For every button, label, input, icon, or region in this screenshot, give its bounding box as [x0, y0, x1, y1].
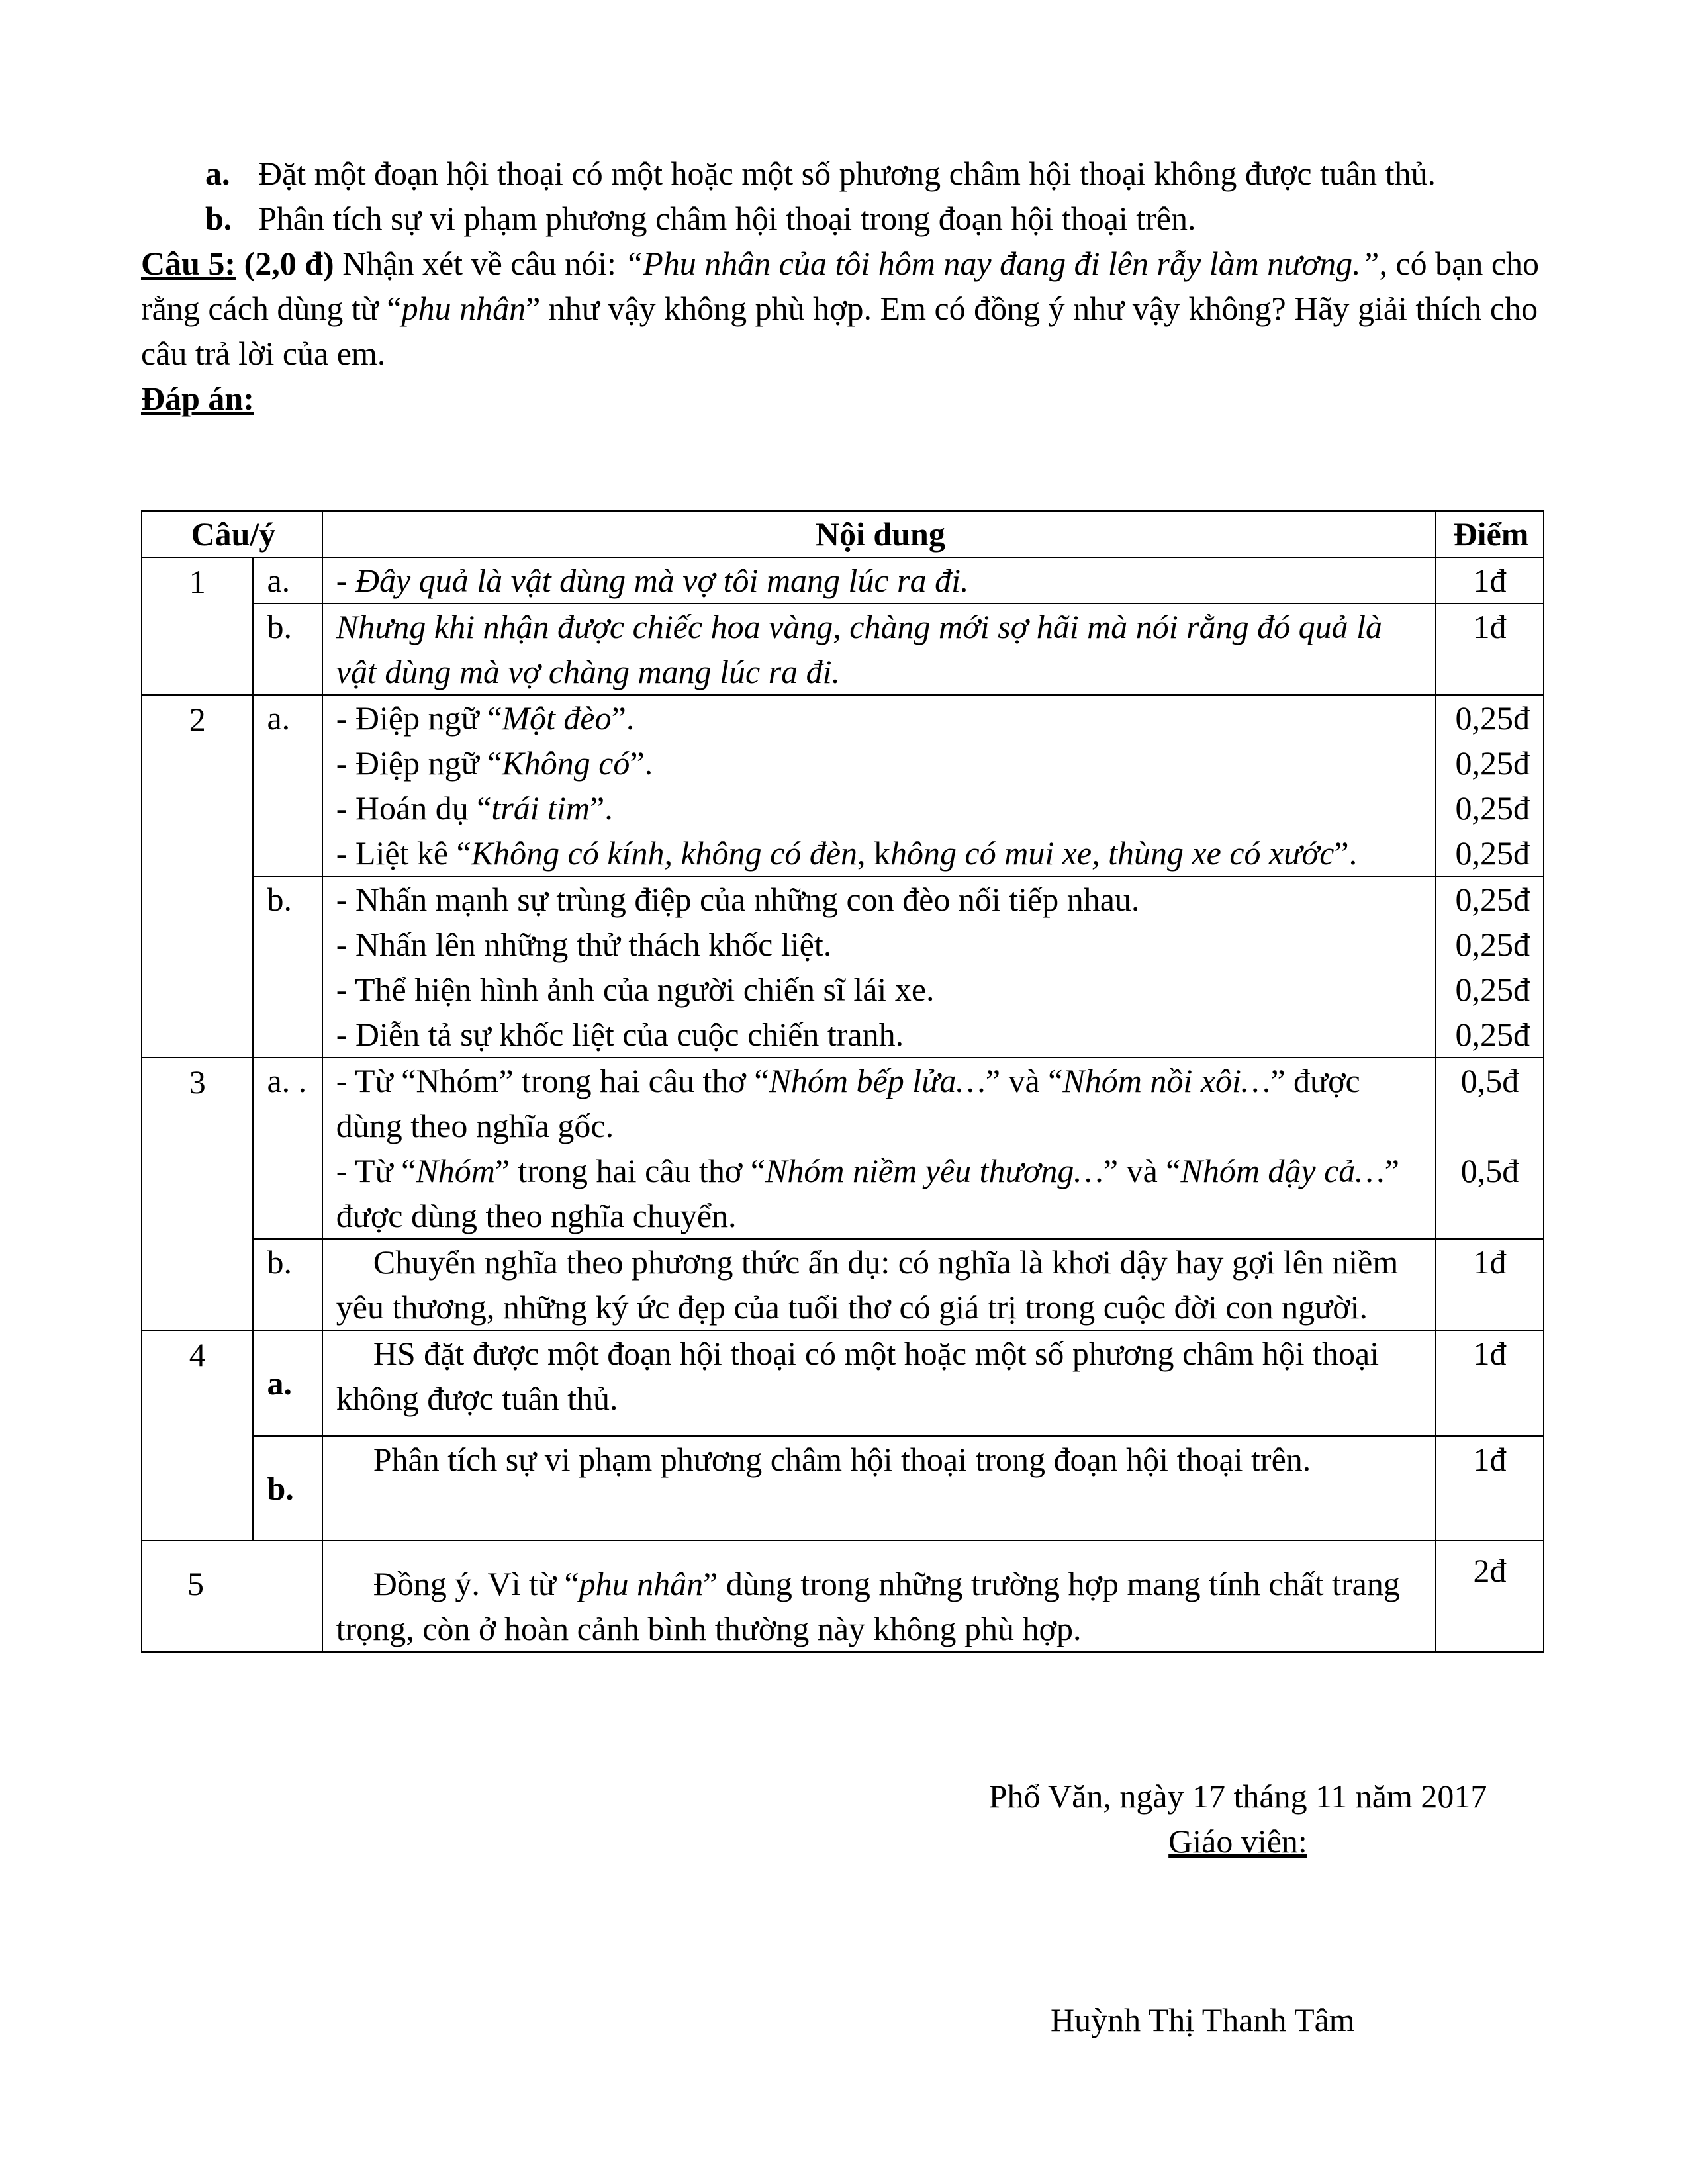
text: ” như vậy không phù hợp. Em có đồng ý như vậy không? Hãy giải thích cho câu trả lời của em.: [141, 290, 1538, 372]
sub-label: a.: [253, 557, 322, 604]
text: ” được dùng theo nghĩa chuyển.: [336, 1152, 1399, 1234]
sub-label: b.: [253, 876, 322, 1058]
points: 0,5đ: [1460, 1062, 1519, 1099]
table-row: [142, 1058, 1544, 1239]
text: , có bạn cho rằng cách dùng từ “: [141, 245, 1540, 327]
question-5-points: (2,0 đ): [244, 245, 334, 282]
content-line: [336, 741, 1425, 786]
question-number: 5: [142, 1541, 322, 1652]
signature-block: [940, 1774, 1536, 1864]
text: - Điệp ngữ “: [336, 745, 502, 782]
content-line: - Nhấn mạnh sự trùng điệp của những con đèo nối tiếp nhau.: [336, 881, 1140, 918]
table-row: [142, 1239, 1544, 1330]
sub-label: a.: [253, 1330, 322, 1436]
content-cell: [322, 557, 1436, 604]
text: - Hoán dụ “: [336, 790, 492, 827]
text: ”.: [1334, 835, 1358, 872]
question-4b: [141, 196, 1544, 241]
header-content: Nội dung: [322, 511, 1436, 557]
answer-heading: Đáp án:: [141, 380, 254, 417]
content-cell: Phân tích sự vi phạm phương châm hội thoại trong đoạn hội thoại trên.: [322, 1436, 1436, 1541]
term: Nhóm dậy cả…: [1180, 1152, 1385, 1189]
term: Không có kính, không có đèn: [471, 835, 858, 872]
sub-label: a. .: [253, 1058, 322, 1239]
term: Nhóm nồi xôi…: [1062, 1062, 1271, 1099]
points: 0,25đ: [1455, 881, 1530, 918]
points-cell: [1436, 604, 1544, 695]
sub-label: a.: [253, 695, 322, 876]
content-line: [336, 831, 1425, 876]
question-block: [141, 151, 1544, 421]
points-cell: [1436, 1239, 1544, 1330]
content-text: Nhưng khi nhận được chiếc hoa vàng, chàng mới sợ hãi mà nói rằng đó quả là vật dùng mà vợ chàng mang lúc ra đi.: [336, 608, 1383, 690]
table-row: [142, 557, 1544, 604]
term: Không có: [502, 745, 630, 782]
quote: “Phu nhân của tôi hôm nay đang đi lên rẫy làm nương.”: [624, 245, 1380, 282]
question-5-label: Câu 5: [141, 245, 225, 282]
term: Nhóm: [416, 1152, 495, 1189]
header-cau: Câu/ý: [142, 511, 322, 557]
item-text: Đặt một đoạn hội thoại có một hoặc một số phương châm hội thoại không được tuân thủ.: [258, 155, 1436, 192]
place-date: Phổ Văn, ngày 17 tháng 11 năm 2017: [988, 1778, 1487, 1815]
points: 1đ: [1473, 608, 1507, 645]
points: 0,25đ: [1455, 926, 1530, 963]
points: 2đ: [1473, 1552, 1507, 1589]
role-line: [940, 1819, 1536, 1864]
points: 0,25đ: [1455, 1016, 1530, 1053]
text: ” và “: [985, 1062, 1063, 1099]
text: Nhận xét về câu nói:: [334, 245, 625, 282]
content-cell: [322, 695, 1436, 876]
question-number: 4: [142, 1330, 253, 1541]
content-line: - Diễn tả sự khốc liệt của cuộc chiến tranh.: [336, 1016, 904, 1053]
text: ” trong hai câu thơ “: [494, 1152, 766, 1189]
term: trái tim: [491, 790, 590, 827]
term: Một đèo: [502, 700, 612, 737]
answer-table: [141, 510, 1544, 1653]
question-number: 3: [142, 1058, 253, 1330]
content-cell: Chuyển nghĩa theo phương thức ẩn dụ: có nghĩa là khơi dậy hay gợi lên niềm yêu thương, những ký ức đẹp của tuổi thơ có giá trị trong cuộc đời con người.: [322, 1239, 1436, 1330]
content-cell: [322, 1541, 1436, 1652]
content-paragraph: [336, 1148, 1425, 1238]
colon: :: [224, 245, 236, 282]
points-cell: [1436, 1436, 1544, 1541]
content-line: [336, 696, 1425, 741]
points: 0,25đ: [1455, 790, 1530, 827]
question-4a: [141, 151, 1544, 196]
points-cell: [1436, 876, 1544, 1058]
item-text: Phân tích sự vi phạm phương châm hội thoại trong đoạn hội thoại trên.: [258, 200, 1196, 237]
item-label: a.: [205, 155, 230, 192]
points: 1đ: [1473, 1335, 1507, 1372]
points: 1đ: [1473, 562, 1507, 599]
points-cell: [1436, 695, 1544, 876]
header-points: Điểm: [1436, 511, 1544, 557]
content-text: - Đây quả là vật dùng mà vợ tôi mang lúc ra đi.: [336, 562, 969, 599]
points: 0,25đ: [1455, 971, 1530, 1008]
teacher-role: Giáo viên:: [1168, 1823, 1307, 1860]
points-cell: [1436, 557, 1544, 604]
text: ” và “: [1103, 1152, 1181, 1189]
table-row: [142, 695, 1544, 876]
term: Nhóm niềm yêu thương…: [765, 1152, 1103, 1189]
text: ”.: [611, 700, 635, 737]
table-row: [142, 604, 1544, 695]
text: ” được dùng theo nghĩa gốc.: [336, 1062, 1360, 1144]
sub-label: b.: [253, 1436, 322, 1541]
points: 0,25đ: [1455, 700, 1530, 737]
points: 0,5đ: [1460, 1152, 1519, 1189]
points-cell: [1436, 1541, 1544, 1652]
table-header-row: [142, 511, 1544, 557]
points: 0,25đ: [1455, 835, 1530, 872]
table-row: [142, 1330, 1544, 1436]
table-row: [142, 1436, 1544, 1541]
text: Đồng ý. Vì từ “: [373, 1565, 579, 1602]
sub-label: b.: [253, 604, 322, 695]
text: ”.: [630, 745, 653, 782]
term: hông có mui xe, thùng xe có xước: [890, 835, 1335, 872]
points: 1đ: [1473, 1441, 1507, 1478]
points: 1đ: [1473, 1244, 1507, 1281]
content-cell: [322, 876, 1436, 1058]
content-cell: [322, 1058, 1436, 1239]
content-cell: [322, 604, 1436, 695]
content-line: [336, 786, 1425, 831]
term: phu nhân: [401, 290, 526, 327]
points: 0,25đ: [1455, 745, 1530, 782]
text: - Từ “: [336, 1152, 416, 1189]
question-5: [141, 241, 1544, 376]
question-number: 1: [142, 557, 253, 695]
teacher-name: Huỳnh Thị Thanh Tâm: [1051, 2001, 1355, 2038]
text: - Liệt kê “: [336, 835, 471, 872]
content-cell: HS đặt được một đoạn hội thoại có một hoặc một số phương châm hội thoại không được tuân thủ.: [322, 1330, 1436, 1436]
text: , k: [857, 835, 891, 872]
table-row: [142, 1541, 1544, 1652]
term: Nhóm bếp lửa…: [769, 1062, 986, 1099]
table-row: [142, 876, 1544, 1058]
content-line: - Nhấn lên những thử thách khốc liệt.: [336, 926, 832, 963]
text: - Điệp ngữ “: [336, 700, 502, 737]
points-cell: [1436, 1058, 1544, 1239]
item-label: b.: [205, 200, 232, 237]
sub-label: b.: [253, 1239, 322, 1330]
content-paragraph: [336, 1058, 1425, 1148]
points-cell: [1436, 1330, 1544, 1436]
text: ”.: [590, 790, 613, 827]
term: phu nhân: [579, 1565, 704, 1602]
content-line: - Thể hiện hình ảnh của người chiến sĩ lái xe.: [336, 971, 935, 1008]
text: ” dùng trong những trường hợp mang tính chất trang trọng, còn ở hoàn cảnh bình thường này không phù hợp.: [336, 1565, 1400, 1647]
question-number: 2: [142, 695, 253, 1058]
text: - Từ “Nhóm” trong hai câu thơ “: [336, 1062, 769, 1099]
